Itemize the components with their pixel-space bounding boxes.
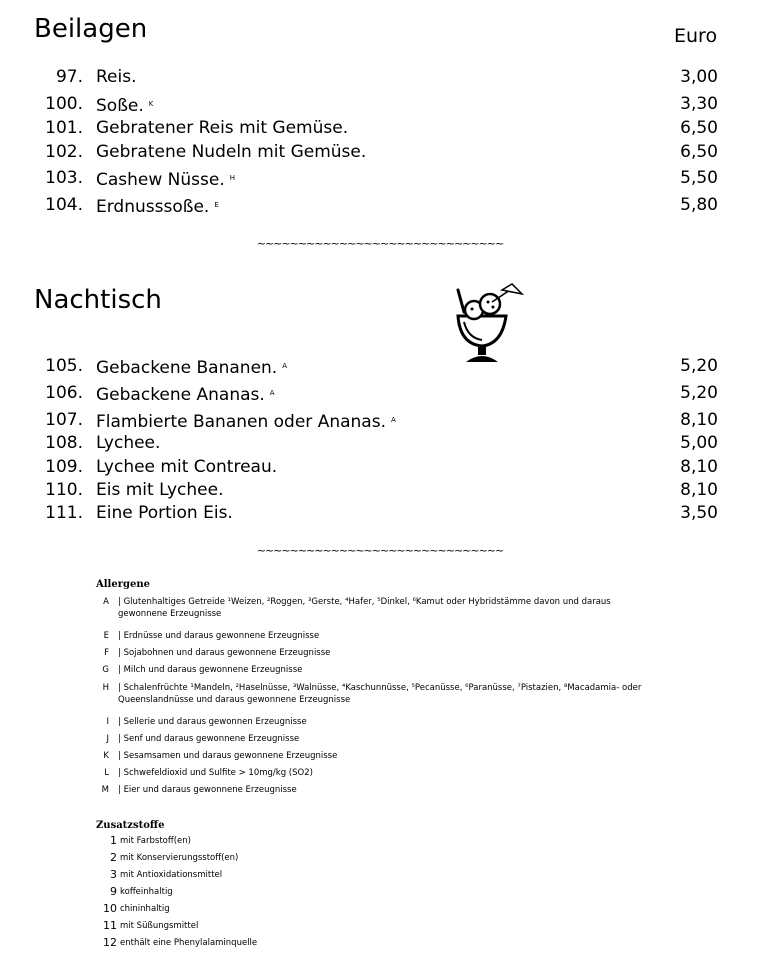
item-number: 97. (55, 67, 83, 87)
item-price: 8,10 (680, 410, 718, 430)
divider: ~~~~~~~~~~~~~~~~~~~~~~~~~~~~~~ (256, 237, 504, 250)
item-price: 5,20 (680, 356, 718, 376)
item-price: 5,00 (680, 433, 718, 453)
item-name (96, 355, 287, 379)
menu-item (0, 502, 740, 524)
item-name (96, 66, 137, 88)
item-name (96, 167, 235, 191)
allergen-text: | Erdnüsse und daraus gewonnene Erzeugnisse (118, 631, 320, 641)
item-name (96, 409, 396, 433)
item-number: 107. (45, 410, 83, 430)
currency-header: Euro (674, 25, 718, 47)
additive-text: mit Konservierungsstoff(en) (120, 853, 239, 863)
allergen-key: G (102, 665, 109, 675)
item-name-text: Gebackene Ananas. (96, 385, 265, 405)
item-price: 3,50 (680, 503, 718, 523)
allergen-text: | Sesamsamen und daraus gewonnene Erzeugnisse (118, 751, 338, 761)
additive-text: mit Antioxidationsmittel (120, 870, 223, 880)
item-number: 110. (45, 480, 83, 500)
allergen-text: | Milch und daraus gewonnene Erzeugnisse (118, 665, 303, 675)
additive-text: mit Farbstoff(en) (120, 836, 191, 846)
menu-item (0, 93, 740, 115)
menu-item (0, 66, 740, 88)
item-name-text: Gebratener Reis mit Gemüse. (96, 118, 349, 138)
item-name (96, 382, 275, 406)
divider: ~~~~~~~~~~~~~~~~~~~~~~~~~~~~~~ (256, 544, 504, 557)
allergene-title: Allergene (96, 579, 150, 590)
menu-item (0, 167, 740, 189)
item-name (96, 141, 366, 163)
allergen-code: H (229, 174, 236, 182)
item-number: 105. (45, 356, 83, 376)
item-price: 6,50 (680, 142, 718, 162)
item-price: 8,10 (680, 457, 718, 477)
item-price: 8,10 (680, 480, 718, 500)
allergen-text: | Glutenhaltiges Getreide ¹Weizen, ²Roggen, ³Gerste, ⁴Hafer, ⁵Dinkel, ⁶Kamut oder Hybridstämme davon und daraus gewonnene Erzeugnisse (118, 597, 611, 619)
menu-item (0, 382, 740, 404)
allergen-code: K (148, 100, 154, 108)
item-name-text: Gebackene Bananen. (96, 358, 278, 378)
additive-text: chininhaltig (120, 904, 170, 914)
item-name-text: Erdnusssoße. (96, 197, 210, 217)
menu-item (0, 194, 740, 216)
zusatzstoffe-title: Zusatzstoffe (96, 820, 165, 831)
additive-key: 12 (103, 936, 117, 949)
item-name (96, 117, 348, 139)
additive-text: enthält eine Phenylalaminquelle (120, 938, 258, 948)
allergen-key: J (106, 734, 109, 744)
item-number: 111. (45, 503, 83, 523)
allergen-key: K (103, 751, 109, 761)
menu-item (0, 117, 740, 139)
allergen-key: H (102, 683, 109, 693)
item-number: 101. (45, 118, 83, 138)
menu-item (0, 479, 740, 501)
item-name (96, 432, 160, 454)
item-name-text: Cashew Nüsse. (96, 170, 225, 190)
allergen-text: | Eier und daraus gewonnene Erzeugnisse (118, 785, 297, 795)
section-title-nachtisch: Nachtisch (34, 285, 162, 315)
item-price: 6,50 (680, 118, 718, 138)
additive-key: 11 (103, 919, 117, 932)
item-number: 100. (45, 94, 83, 114)
allergen-code: A (269, 389, 275, 397)
menu-item (0, 409, 740, 431)
allergen-key: F (104, 648, 109, 658)
item-name-text: Eine Portion Eis. (96, 503, 233, 523)
allergen-code: A (282, 362, 288, 370)
allergen-key: A (103, 597, 109, 607)
item-number: 109. (45, 457, 83, 477)
allergen-key: I (106, 717, 109, 727)
item-price: 3,00 (680, 67, 718, 87)
item-name-text: Gebratene Nudeln mit Gemüse. (96, 142, 367, 162)
item-number: 104. (45, 195, 83, 215)
item-price: 5,80 (680, 195, 718, 215)
item-number: 108. (45, 433, 83, 453)
item-name-text: Lychee mit Contreau. (96, 457, 278, 477)
item-name (96, 93, 153, 117)
item-name-text: Eis mit Lychee. (96, 480, 224, 500)
item-name (96, 456, 277, 478)
allergen-text: | Schwefeldioxid und Sulfite > 10mg/kg (SO2) (118, 768, 313, 778)
menu-item (0, 141, 740, 163)
item-price: 3,30 (680, 94, 718, 114)
allergen-text: | Senf und daraus gewonnene Erzeugnisse (118, 734, 300, 744)
additive-key: 1 (110, 834, 117, 847)
menu-item (0, 456, 740, 478)
item-price: 5,20 (680, 383, 718, 403)
additive-text: koffeinhaltig (120, 887, 173, 897)
item-name-text: Soße. (96, 96, 144, 116)
item-number: 103. (45, 168, 83, 188)
allergen-key: E (103, 631, 109, 641)
allergen-key: M (101, 785, 109, 795)
additive-key: 2 (110, 851, 117, 864)
item-number: 102. (45, 142, 83, 162)
item-name (96, 502, 233, 524)
section-title-beilagen: Beilagen (34, 14, 148, 44)
additive-key: 10 (103, 902, 117, 915)
item-name-text: Reis. (96, 67, 137, 87)
allergen-key: L (104, 768, 109, 778)
item-name (96, 194, 219, 218)
item-number: 106. (45, 383, 83, 403)
allergen-text: | Sellerie und daraus gewonnen Erzeugnisse (118, 717, 307, 727)
allergen-code: A (390, 416, 396, 424)
item-name-text: Flambierte Bananen oder Ananas. (96, 412, 386, 432)
additive-key: 3 (110, 868, 117, 881)
item-price: 5,50 (680, 168, 718, 188)
allergen-text: | Schalenfrüchte ¹Mandeln, ²Haselnüsse, ³Walnüsse, ⁴Kaschunnüsse, ⁵Pecanüsse, ⁶Paranüsse, ⁷Pistazien, ⁸Macadamia- oder Queenslandnüsse und daraus gewonnene Erzeugnisse (118, 683, 642, 705)
menu-item (0, 432, 740, 454)
additive-text: mit Süßungsmittel (120, 921, 199, 931)
allergen-text: | Sojabohnen und daraus gewonnene Erzeugnisse (118, 648, 331, 658)
item-name (96, 479, 224, 501)
allergen-code: E (214, 201, 219, 209)
menu-item (0, 355, 740, 377)
additive-key: 9 (110, 885, 117, 898)
item-name-text: Lychee. (96, 433, 161, 453)
